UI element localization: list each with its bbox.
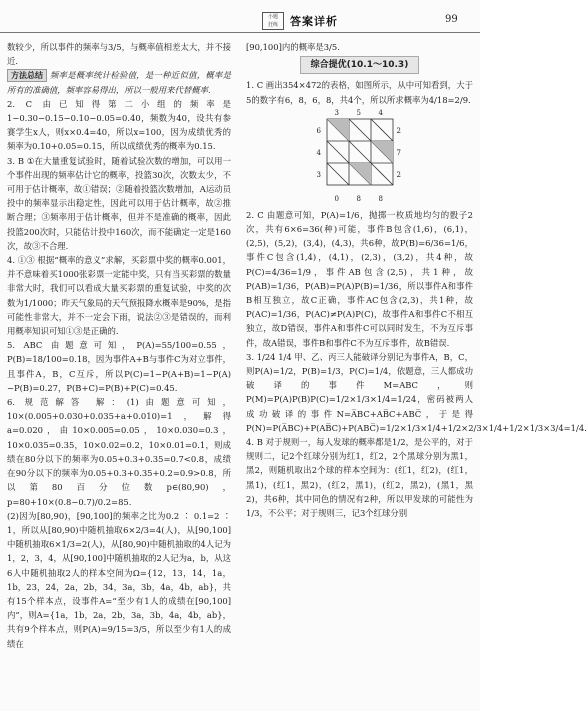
grid-left-label: 6 [316, 126, 321, 135]
answer-1: 1. C 画出354×472的表格，如图所示，从中可知看到，大于5的数字有6，8，6，8，共4个，所以所求概率为4/18=2/9. [246, 80, 473, 105]
grid-right-label: 7 [396, 148, 401, 157]
answer-4: 4. B 对于规则一，每人发球的概率都是1/2，是公平的，对于规则二，记2个红球分别为红1，红2，2个黑球分别为黑1，黑2，则随机取出2个球的样本空间为：(红1，红2)，(红1，黑1)，(红1，黑2)，(红2，黑1)，(红2，黑2)，(黑1，黑2)，共6种，其中同色的情况有2种，所以甲发球的可能性为1/3，不公平；对于规则三，记3个红球分别 [246, 437, 473, 519]
grid-left-label: 3 [316, 170, 321, 179]
grid-lattice [315, 109, 405, 204]
grid-right-label: 2 [396, 170, 401, 179]
answer-6-part1: 6. 规范解答 解：(1)由题意可知，10×(0.005+0.030+0.035+a+0.010)=1，解得a=0.020，由10×0.005=0.05，10×0.030=0.3，10×0.035=0.35，10×0.02=0.2，10×0.01=0.1，则成绩在80分以下的频率为0.05+0.3+0.35=0.7<0.8，成绩在90分以下的频率为0.05+0.3+0.35+0.2=0.9>0.8，所以第80百分位数p∈(80,90)，p=80+10×(0.8−0.7)/0.2=85. [7, 397, 231, 507]
header-title: 答案详析 [290, 15, 338, 28]
header-logo: 小题 狂练 [262, 12, 284, 30]
grid-top-label: 3 [334, 108, 339, 117]
header-divider [0, 32, 480, 33]
paragraph: 数较少，所以事件的频率与3/5，与概率值相差太大，并不接近. [7, 42, 231, 67]
right-column [246, 40, 587, 520]
left-column [7, 40, 231, 651]
answer-3: 3. B ①在大量重复试验时，随着试验次数的增加，可以用一个事件出现的频率估计它的概率，投篮30次，次数太少，不可用于估计概率，故①错误；②随着投篮次数增加，A运动员投中的频率显示出稳定性，因此可以用于估计概率，故②推断合理；③频率用于估计概率，但并不是准确的概率，因此投篮200次时，只能估计投中160次，而不能确定一定是160次，故③不合理. [7, 155, 231, 251]
grid-right-label: 2 [396, 126, 401, 135]
grid-bottom-label: 0 [334, 194, 339, 203]
grid-top-label: 4 [378, 108, 383, 117]
page-number: 99 [445, 14, 458, 25]
grid-diagonal [349, 141, 371, 163]
answer-4: 4. ①③ 根据“概率的意义”求解，买彩票中奖的概率0.001，并不意味着买1000张彩票一定能中奖，只有当买彩票的数量非常大时，我们可以看成大量买彩票的重复试验，中奖的次数为1/1000；昨天气象局的天气预报降水概率是90%，是指可能性非常大，并不一定会下雨，说法②③是错误的，而利用概率知识可知①③是正确的. [7, 255, 231, 337]
section-heading [246, 56, 473, 74]
method-summary-text: 频率是概率统计检验值，是一种近似值，概率是所有的准确值，频率容易得出，所以一般用来代替概率. [7, 70, 231, 95]
method-summary [7, 68, 231, 96]
answer-2: 2. C 由已知得第二小组的频率是1−0.30−0.15−0.10−0.05=0.40，频数为40，设共有参赛学生x人，则x×0.4=40，所以x=100，因为成绩优秀的频率为0.10+0.05=0.15，所以成绩优秀的概率为0.15. [7, 98, 231, 152]
method-summary-tag: 方法总结 [7, 69, 47, 82]
answer-2: 2. C 由题意可知，P(A)=1/6，抛掷一枚质地均匀的骰子2次，共有6×6=36(种)可能，事件B包含(1,6)，(6,1)，(2,5)，(5,2)，(3,4)，(4,3)，共6种，故P(B)=6/36=1/6，事件C包含(1,4)，(4,1)，(2,3)，(3,2)，共4种，故P(C)=4/36=1/9，事件AB包含(2,5)，共1种，故P(AB)=1/36，P(AB)=P(A)P(B)=1/36，所以事件A和事件B相互独立，故C正确，事件AC包含(2,3)，共1种，故P(AC)=1/36，P(AC)≠P(A)P(C)，故事件A和事件C不相互独立，故D错误，事件A和事件C可以同时发生，不为互斥事件，故A错误，事件B和事件C不为互斥事件，故B错误. [246, 209, 473, 348]
grid-diagonal [327, 163, 349, 185]
answer-3: 3. 1/24 1/4 甲、乙、丙三人能破译分别记为事件A，B，C，则P(A)=1/2，P(B)=1/3，P(C)=1/4，依题意，三人都成功破译的事件M=ABC，则P(M)=P(A)P(B)P(C)=1/2×1/3×1/4=1/24，密码被两人成功破译的事件N=A̅BC+AB̅C+ABC̅，于是得P(N)=P(A̅BC)+P(AB̅C)+P(ABC̅)=1/2×1/3×1/4+1/2×2/3×1/4+1/2×1/3×3/4=1/4. [246, 351, 587, 433]
section-title: 综合提优(10.1～10.3) [300, 56, 420, 74]
continuation-line: [90,100]内的概率是3/5. [246, 42, 340, 52]
grid-diagonal [349, 119, 371, 141]
grid-bottom-label: 8 [378, 194, 383, 203]
answer-6-part2: (2)因为[80,90)，[90,100]的频率之比为0.2 ∶ 0.1=2 ∶ 1，所以从[80,90)中随机抽取6×2/3=4(人)，从[90,100]中随机抽取6×1/3=2(人)，从[80,90)中随机抽取的4人记为1，2，3，4，从[90,100]中随机抽取的2人记为a，b，从这6人中随机抽取2人的样本空间为Ω={12，13，14，1a，1b，23，24，2a，2b，34，3a，3b，4a，4b，ab}，共有15个样本点，设事件A=“至少有1人的成绩在[90,100]内”，则A={1a，1b，2a，2b，3a，3b，4a，4b，ab}，共有9个样本点，则P(A)=9/15=3/5，所以至少有1人的成绩在 [7, 510, 231, 649]
grid-diagonal [371, 163, 393, 185]
grid-diagonal [327, 141, 349, 163]
grid-top-label: 5 [356, 108, 361, 117]
grid-left-label: 4 [316, 148, 321, 157]
grid-bottom-label: 8 [356, 194, 361, 203]
answer-5: 5. ABC 由题意可知，P(A)=55/100=0.55，P(B)=18/100=0.18，因为事件A+B与事件C为对立事件，且事件A，B，C互斥，所以P(C)=1−P(A+B)=1−P(A)−P(B)=0.27，P(B+C)=P(B)+P(C)=0.45. [7, 340, 231, 393]
grid-diagonal [371, 119, 393, 141]
number-grid-figure [315, 109, 405, 204]
